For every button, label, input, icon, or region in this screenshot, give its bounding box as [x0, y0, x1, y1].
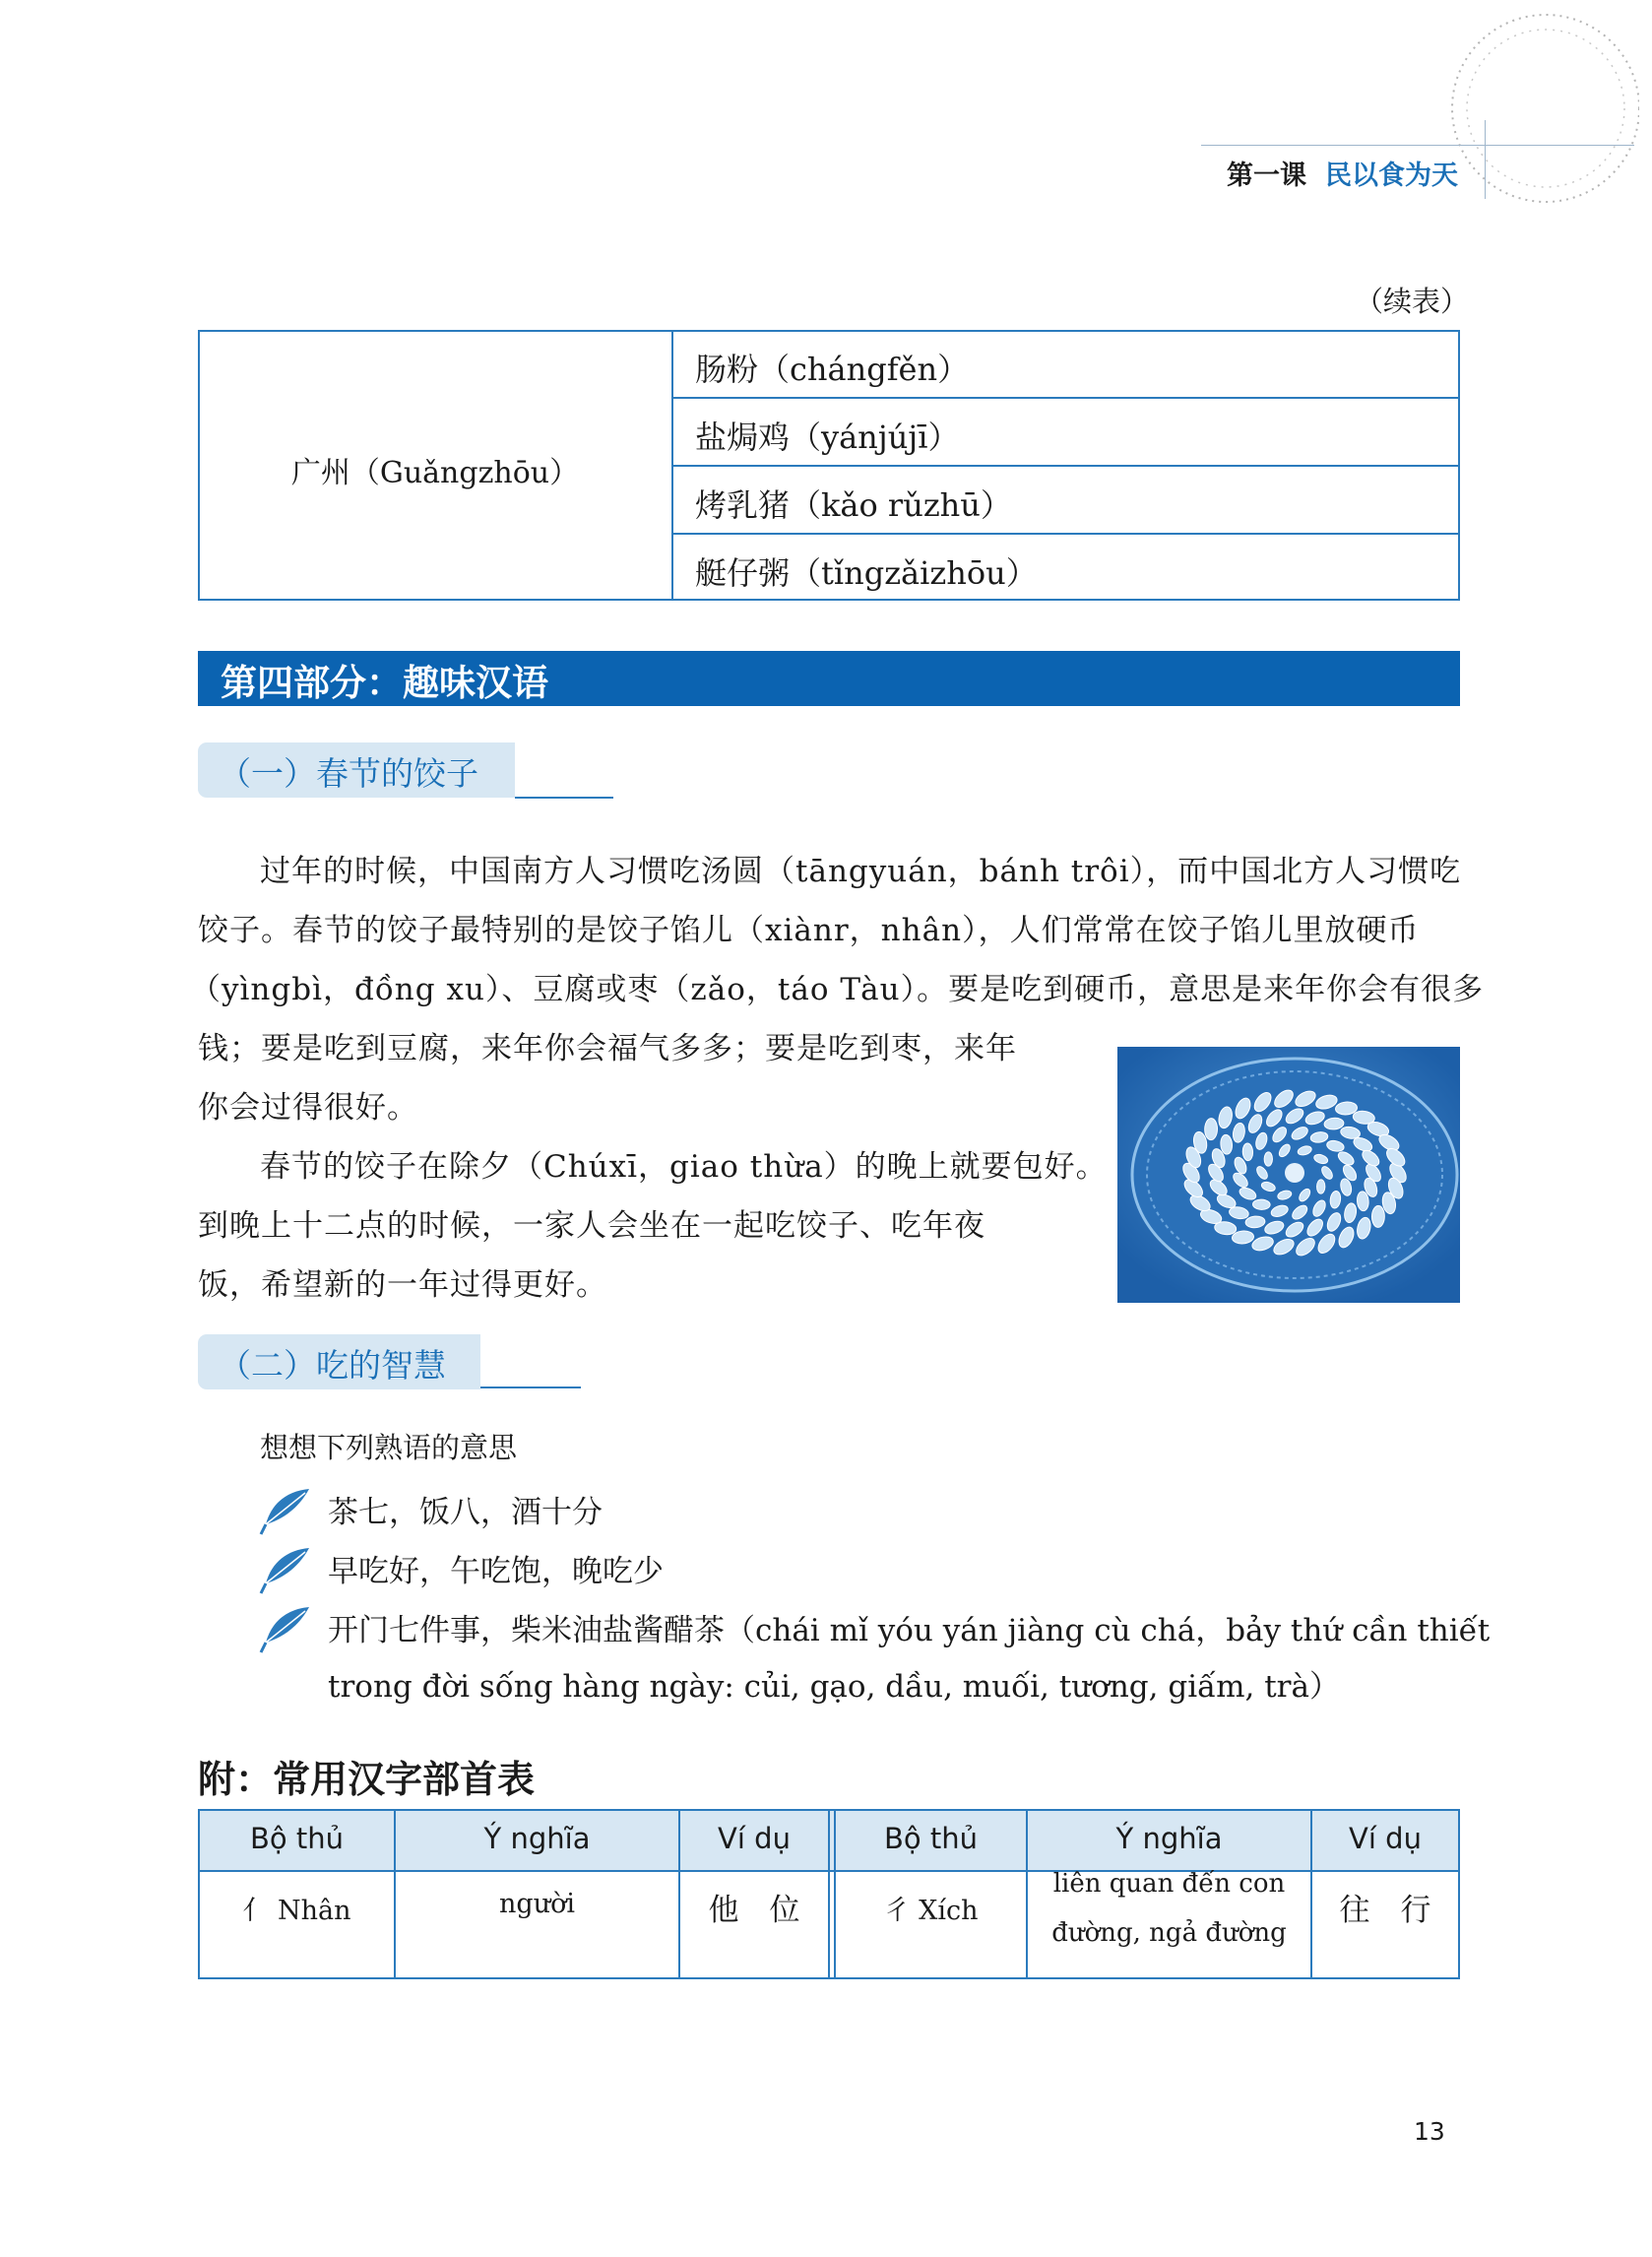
- paragraph-line: 你会过得很好。: [198, 1090, 418, 1126]
- table-divider: [671, 465, 1460, 467]
- column-header: Bộ thủ: [250, 1822, 344, 1855]
- column-header: Ý nghĩa: [1115, 1822, 1223, 1855]
- paragraph-line: 过年的时候，中国南方人习惯吃汤圆（tāngyuán，bánh trôi），而中国北方人习惯吃: [260, 854, 1462, 889]
- column-header: Ví dụ: [1349, 1822, 1422, 1855]
- table-divider: [671, 397, 1460, 399]
- idiom-item-continued: trong đời sống hàng ngày: củi, gạo, dầu, muối, tương, giấm, trà）: [328, 1669, 1340, 1705]
- idiom-item: 开门七件事，柴米油盐酱醋茶（chái mǐ yóu yán jiàng cù chá，bảy thứ cần thiết: [328, 1613, 1491, 1648]
- dumpling-center: [1285, 1163, 1304, 1183]
- header-rule-vertical: [1485, 120, 1486, 199]
- lesson-title: 民以食为天: [1325, 161, 1458, 191]
- dish-cell: 艇仔粥（tǐngzǎizhōu）: [695, 554, 1038, 592]
- example-cell: 往 行: [1339, 1893, 1431, 1928]
- column-header: Ý nghĩa: [483, 1822, 591, 1855]
- meaning-cell: người: [499, 1889, 575, 1919]
- idiom-item: 茶七，饭八，酒十分: [328, 1495, 603, 1530]
- continued-label: （续表）: [1355, 285, 1470, 318]
- meaning-line: liên quan đến con: [1052, 1869, 1286, 1899]
- dumplings-photo: [1117, 1047, 1460, 1303]
- paragraph-line: 春节的饺子在除夕（Chúxī，giao thừa）的晚上就要包好。: [260, 1149, 1108, 1185]
- radical-cell: 亻 Nhân: [242, 1896, 351, 1926]
- dumpling-shape: [1316, 1180, 1325, 1193]
- paragraph-line: 钱；要是吃到豆腐，来年你会福气多多；要是吃到枣，来年: [198, 1031, 1017, 1066]
- subsection-title: （二）吃的智慧: [219, 1346, 446, 1385]
- page-number: 13: [1414, 2117, 1445, 2146]
- appendix-title: 附：常用汉字部首表: [198, 1758, 536, 1801]
- radical-cell: 彳 Xích: [883, 1896, 979, 1926]
- idiom-item: 早吃好，午吃饱，晚吃少: [328, 1554, 664, 1589]
- paragraph-line: 饺子。春节的饺子最特别的是饺子馅儿（xiànr，nhân），人们常常在饺子馅儿里放硬币: [198, 913, 1420, 948]
- lesson-number: 第一课: [1227, 161, 1306, 191]
- header-rule: [1201, 145, 1634, 146]
- example-cell: 他 位: [708, 1893, 800, 1928]
- feather-icon: [258, 1485, 315, 1536]
- dish-cell: 肠粉（chángfěn）: [695, 351, 970, 388]
- exercise-prompt: 想想下列熟语的意思: [260, 1431, 518, 1464]
- paragraph-line: （yìngbì，đồng xu）、豆腐或枣（zǎo，táo Tàu）。要是吃到硬币，意思是来年你会有很多: [190, 972, 1485, 1007]
- dumpling-shape: [1264, 1152, 1273, 1166]
- dumpling-shape: [1252, 1199, 1270, 1210]
- feather-icon: [258, 1544, 315, 1595]
- meaning-cell: [1028, 1869, 1310, 1977]
- subsection-title: （一）春节的饺子: [219, 754, 478, 793]
- subsection-underline: [480, 1386, 581, 1388]
- table-divider: [671, 533, 1460, 535]
- meaning-line: đường, ngả đường: [1051, 1918, 1287, 1948]
- table-divider: [828, 1809, 830, 1979]
- city-cell: 广州（Guǎngzhōu）: [290, 456, 580, 490]
- paragraph-line: 饭，希望新的一年过得更好。: [198, 1267, 607, 1303]
- section-title: 第四部分：趣味汉语: [221, 662, 548, 704]
- subsection-underline: [515, 797, 613, 799]
- column-header: Ví dụ: [718, 1822, 791, 1855]
- dish-cell: 烤乳猪（kǎo rǔzhū）: [695, 486, 1012, 524]
- paragraph-line: 到晚上十二点的时候，一家人会坐在一起吃饺子、吃年夜: [198, 1208, 985, 1244]
- dumpling-shape: [1371, 1205, 1384, 1227]
- dish-cell: 盐焗鸡（yánjújī）: [695, 419, 960, 456]
- feather-icon: [258, 1603, 315, 1654]
- dumpling-shape: [1205, 1118, 1218, 1139]
- column-header: Bộ thủ: [884, 1822, 978, 1855]
